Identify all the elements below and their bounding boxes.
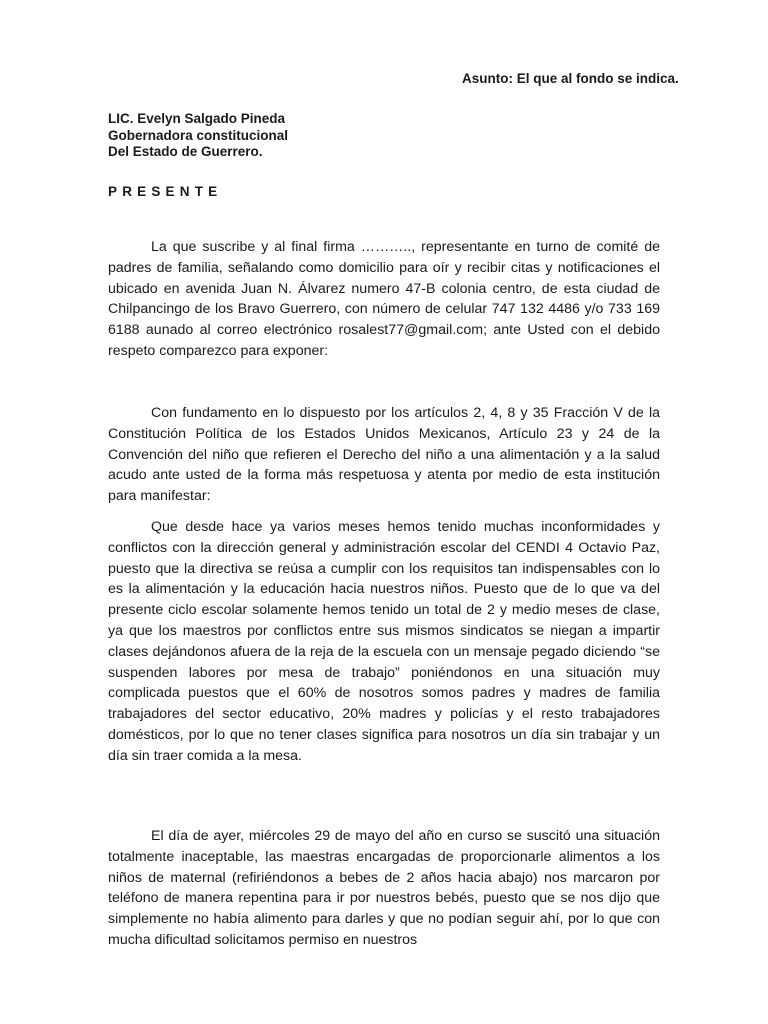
paragraph-incident: El día de ayer, miércoles 29 de mayo del año en curso se suscitó una situación totalmente inaceptable, las maestras encargadas de proporcionarle alimentos a los niños de maternal (refiriéndonos a bebes de 2 años hacia abajo) nos marcaron por teléfono de manera repentina para ir por nuestros bebés, puesto que se nos dijo que simplemente no había alimento para darles y que no podían seguir ahí, por lo que con mucha dificultad solicitamos permiso en nuestros bbox=[108, 828, 660, 948]
addressee-block bbox=[108, 111, 288, 161]
addressee-name: LIC. Evelyn Salgado Pineda bbox=[108, 111, 286, 126]
addressee-state: Del Estado de Guerrero. bbox=[108, 144, 263, 159]
addressee-title: Gobernadora constitucional bbox=[108, 127, 289, 143]
paragraph-introduction: La que suscribe y al final firma ……….., representante en turno de comité de padres de familia, señalando como domicilio para oír y recibir citas y notificaciones el ubicado en avenida Juan N. Álvarez numero 47-B colonia centro, de esta ciudad de Chilpancingo de los Bravo Guerrero, con número de celular 747 132 4486 y/o 733 169 6188 aunado al correo electrónico rosalest77@gmail.com; ante Usted con el debido respeto comparezco para exponer: bbox=[108, 239, 660, 359]
paragraph-complaint: Que desde hace ya varios meses hemos tenido muchas inconformidades y conflictos con la dirección general y administración escolar del CENDI 4 Octavio Paz, puesto que la directiva se reúsa a cumplir con los requisitos tan indispensables con lo es la alimentación y la educación hacia nuestros niños. Puesto que de lo que va del presente ciclo escolar solamente hemos tenido un total de 2 y medio meses de clase, ya que los maestros por conflictos entre sus mismos sindicatos se niegan a impartir clases dejándonos afuera de la reja de la escuela con un mensaje pegado diciendo “se suspenden labores por mesa de trabajo” poniéndonos en una situación muy complicada puestos que el 60% de nosotros somos padres y madres de familia trabajadores del sector educativo, 20% madres y policías y el resto trabajadores domésticos, por lo que no tener clases significa para nosotros un día sin trabajar y un día sin traer comida a la mesa. bbox=[108, 519, 660, 764]
salutation-presente: PRESENTE bbox=[108, 184, 223, 199]
paragraph-legal-basis: Con fundamento en lo dispuesto por los artículos 2, 4, 8 y 35 Fracción V de la Constitución Política de los Estados Unidos Mexicanos, Artículo 23 y 24 de la Convención del niño que refieren el Derecho del niño a una alimentación y a la salud acudo ante usted de la forma más respetuosa y atenta por medio de esta institución para manifestar: bbox=[108, 405, 660, 505]
subject-line: Asunto: El que al fondo se indica. bbox=[462, 71, 679, 86]
